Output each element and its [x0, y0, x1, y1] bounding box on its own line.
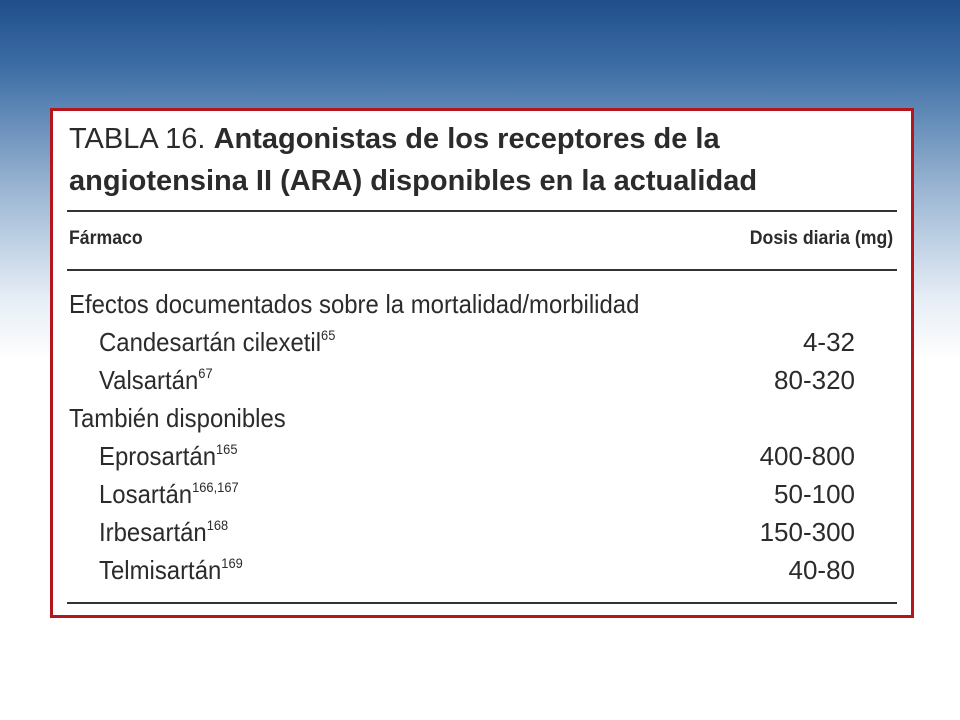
reference-superscript: 166,167: [192, 479, 239, 495]
table-title: Antagonistas de los receptores de la angiotensina II (ARA) disponibles en la actualidad: [69, 123, 758, 197]
header-rule: [67, 269, 897, 271]
dose-cell: 400-800: [759, 441, 855, 471]
drug-cell: [99, 555, 243, 586]
table-row: [53, 517, 911, 555]
dose-cell: 150-300: [759, 517, 855, 547]
group-label-documented: Efectos documentados sobre la mortalidad/morbilidad: [69, 289, 640, 319]
reference-superscript: 65: [321, 327, 336, 343]
dose-cell: 40-80: [788, 555, 855, 585]
table-row: [53, 441, 911, 479]
bottom-rule: [67, 602, 897, 604]
table-number: TABLA 16.: [69, 123, 206, 155]
caption-rule: [67, 210, 897, 212]
dose-cell: 4-32: [802, 327, 855, 357]
table-row: [53, 479, 911, 517]
drug-name: Telmisartán: [99, 555, 222, 585]
drug-name: Losartán: [99, 479, 193, 509]
drug-name: Eprosartán: [99, 441, 217, 471]
group-row: [53, 289, 911, 327]
column-header-drug: Fármaco: [69, 228, 143, 249]
group-label-available: También disponibles: [69, 403, 286, 433]
drug-name: Irbesartán: [99, 517, 207, 547]
drug-cell: [99, 517, 228, 548]
reference-superscript: 168: [206, 517, 229, 533]
reference-superscript: 67: [198, 365, 213, 381]
group-row: [53, 403, 911, 441]
drug-cell: [99, 479, 239, 510]
table-row: [53, 555, 911, 593]
drug-cell: [99, 441, 238, 472]
drug-cell: [99, 365, 213, 396]
table-row: [53, 365, 911, 403]
table-row: [53, 327, 911, 365]
reference-superscript: 169: [221, 555, 243, 571]
dose-cell: 50-100: [774, 479, 855, 509]
table-caption: [69, 118, 899, 202]
drug-cell: [99, 327, 335, 358]
column-header-dose: Dosis diaria (mg): [749, 228, 893, 249]
reference-superscript: 165: [216, 441, 238, 457]
drug-name: Candesartán cilexetil: [99, 327, 322, 357]
table-panel: [50, 108, 914, 618]
dose-cell: 80-320: [774, 365, 855, 395]
drug-name: Valsartán: [99, 365, 199, 395]
